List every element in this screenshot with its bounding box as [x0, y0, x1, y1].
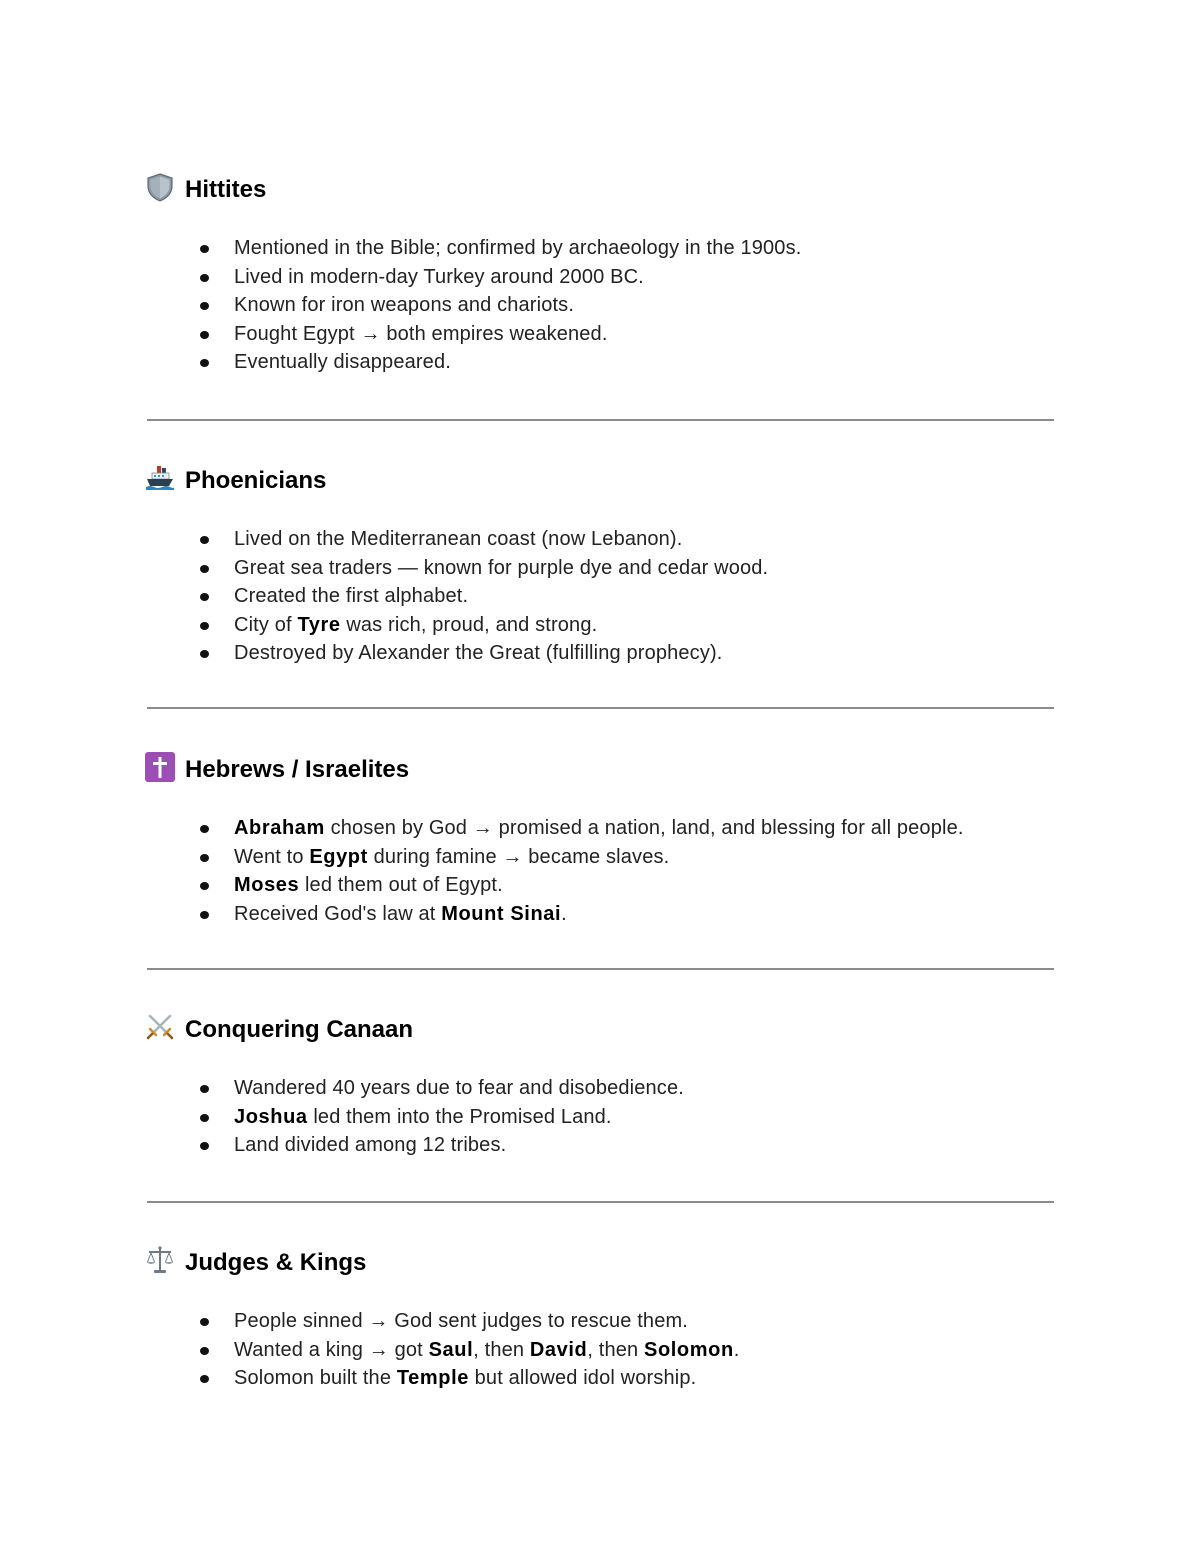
section-title: Hebrews / Israelites: [185, 756, 410, 783]
latin-cross-icon: [145, 752, 175, 782]
list-item: People sinned → God sent judges to rescue them.: [145, 1307, 739, 1336]
list-item: City of Tyre was rich, proud, and strong.: [145, 611, 768, 640]
bullet-list: [145, 234, 801, 377]
bullet-list: [145, 814, 964, 928]
list-item: Mentioned in the Bible; confirmed by archaeology in the 1900s.: [145, 234, 801, 263]
bullet-list: [145, 1074, 684, 1160]
section-title: Judges & Kings: [185, 1249, 367, 1276]
section-heading: [145, 1012, 1055, 1052]
section-heading: [145, 752, 1055, 792]
bullet-list: [145, 1307, 739, 1393]
list-item: Joshua led them into the Promised Land.: [145, 1103, 684, 1132]
section-judges-kings: [145, 1245, 1055, 1389]
list-item: Wanted a king → got Saul, then David, then Solomon.: [145, 1336, 739, 1365]
section-title: Phoenicians: [185, 467, 327, 494]
list-item: Created the first alphabet.: [145, 582, 768, 611]
balance-scale-icon: [145, 1245, 175, 1275]
section-heading: [145, 1245, 1055, 1285]
list-item: Wandered 40 years due to fear and disobedience.: [145, 1074, 684, 1103]
list-item: Abraham chosen by God → promised a nation, land, and blessing for all people.: [145, 814, 964, 843]
list-item: Land divided among 12 tribes.: [145, 1131, 684, 1160]
ship-icon: [145, 463, 175, 493]
crossed-swords-icon: [145, 1012, 175, 1042]
section-divider: [147, 1201, 1054, 1203]
section-title: Conquering Canaan: [185, 1016, 414, 1043]
section-heading: [145, 463, 1055, 503]
list-item: Went to Egypt during famine → became slaves.: [145, 843, 964, 872]
section-conquering-canaan: [145, 1012, 1055, 1156]
section-title: Hittites: [185, 176, 267, 203]
bullet-list: [145, 525, 768, 668]
shield-icon: [145, 172, 175, 202]
section-hittites: [145, 172, 1055, 373]
list-item: Moses led them out of Egypt.: [145, 871, 964, 900]
list-item: Lived on the Mediterranean coast (now Lebanon).: [145, 525, 768, 554]
list-item: Destroyed by Alexander the Great (fulfilling prophecy).: [145, 639, 768, 668]
section-divider: [147, 707, 1054, 709]
section-divider: [147, 968, 1054, 970]
list-item: Eventually disappeared.: [145, 348, 801, 377]
list-item: Received God's law at Mount Sinai.: [145, 900, 964, 929]
list-item: Solomon built the Temple but allowed idol worship.: [145, 1364, 739, 1393]
section-heading: [145, 172, 1055, 212]
section-hebrews-israelites: [145, 752, 1055, 925]
list-item: Lived in modern-day Turkey around 2000 BC.: [145, 263, 801, 292]
section-divider: [147, 419, 1054, 421]
list-item: Fought Egypt → both empires weakened.: [145, 320, 801, 349]
section-phoenicians: [145, 463, 1055, 664]
list-item: Great sea traders — known for purple dye and cedar wood.: [145, 554, 768, 583]
list-item: Known for iron weapons and chariots.: [145, 291, 801, 320]
